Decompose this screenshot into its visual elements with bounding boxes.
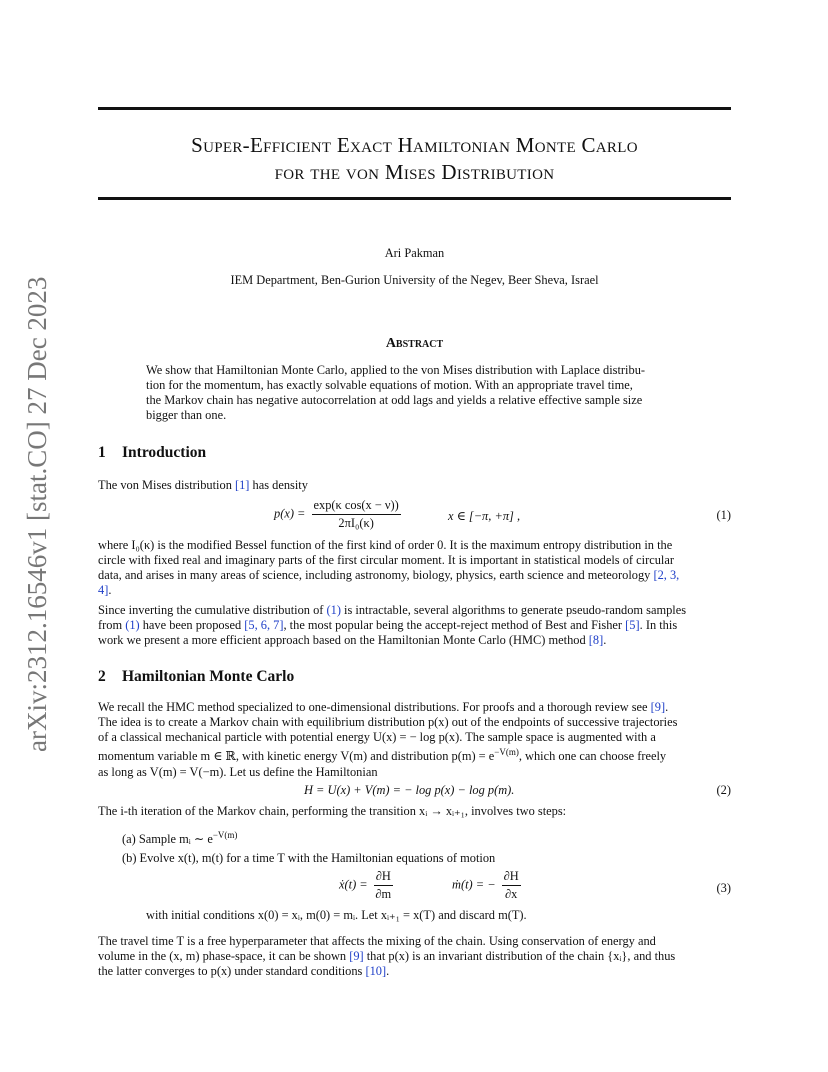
title-top-rule [98,107,731,110]
abstract-line: We show that Hamiltonian Monte Carlo, applied to the von Mises distribution with Laplace distribu- [146,363,646,377]
text-line: as long as V(m) = V(−m). Let us define the Hamiltonian [98,764,378,779]
text-line: where I₀(κ) is the modified Bessel function of the first kind of order 0. It is the maximum entropy distribution in the [98,538,673,552]
eq1-domain: x ∈ [−π, +π] , [448,509,521,523]
text-span: The von Mises distribution [98,478,235,492]
section-number: 1 [98,444,106,461]
text-span: (a) Sample mᵢ ∼ e [122,832,213,847]
equation-3-mdot [452,869,524,902]
text-span: . In this [639,618,678,633]
text-line [98,949,731,964]
text-line [98,700,731,715]
citation-link[interactable]: [1] [234,478,250,492]
section-title: Hamiltonian Monte Carlo [122,668,295,685]
text-span: , which one can choose freely [518,749,667,764]
text-span: the latter converges to p(x) under standard conditions [98,964,366,979]
eq1-lhs: p(x) = [274,506,306,521]
equation-3-number: (3) [716,881,731,895]
eq1-numerator: exp(κ cos(x − ν)) [312,498,401,515]
equation-ref-link[interactable]: (1) [125,618,140,633]
text-line [98,583,731,598]
eq3-mdot-fraction [502,869,521,902]
equation-1 [274,498,404,531]
text-line [98,964,731,979]
abstract-line: the Markov chain has negative autocorrelation at odd lags and yields a relative effective sample size [146,393,643,408]
text-line [98,633,731,648]
hmc-paragraph-1 [98,700,731,780]
author-affiliation: IEM Department, Ben-Gurion University of the Negev, Beer Sheva, Israel [230,273,599,287]
text-span: work we present a more efficient approach based on the Hamiltonian Monte Carlo (HMC) method [98,633,589,648]
citation-link[interactable]: [8] [588,633,604,648]
eq3-xdot-fraction [374,869,393,902]
title-bottom-rule [98,197,731,200]
eq3-numerator: ∂H [502,869,521,886]
intro-paragraph-2 [98,538,731,598]
text-line: The travel time T is a free hyperparameter that affects the mixing of the chain. Using conservation of energy and [98,934,656,948]
equation-2-number: (2) [716,783,731,797]
citation-link[interactable]: [10] [365,964,387,979]
text-span: is intractable, several algorithms to generate pseudo-random samples [340,603,687,617]
text-line: circle with fixed real and imaginary parts of the first circular moment. It is important in statistical models of circular [98,553,674,568]
text-line [98,603,731,618]
author-name: Ari Pakman [384,246,445,260]
abstract-line: tion for the momentum, has exactly solvable equations of motion. With an appropriate travel time, [146,378,633,393]
superscript: −V(m) [212,830,238,840]
eq3-numerator: ∂H [374,869,393,886]
abstract-line: bigger than one. [146,408,227,423]
eq3-xdot-lhs: ẋ(t) = [339,877,368,892]
arxiv-side-stamp: arXiv:2312.16546v1 [stat.CO] 27 Dec 2023 [22,276,52,752]
text-span: that p(x) is an invariant distribution of the chain {xᵢ}, and thus [363,949,676,964]
text-line: The idea is to create a Markov chain with equilibrium distribution p(x) out of the endpoints of successive trajectories [98,715,678,730]
text-span: has density [249,478,308,492]
abstract-heading: Abstract [385,336,444,351]
text-span: , the most popular being the accept-reject method of Best and Fisher [283,618,626,633]
equation-2: H = U(x) + V(m) = − log p(x) − log p(m). [304,783,515,797]
paper-title-line2: for the von Mises Distribution [274,160,555,184]
text-span: . [603,633,607,648]
section-number: 2 [98,668,106,685]
text-span: . [108,583,112,598]
text-line: of a classical mechanical particle with potential energy U(x) = − log p(x). The sample space is augmented with a [98,730,656,745]
section-2-heading [98,668,294,686]
citation-link[interactable]: [5, 6, 7] [244,618,284,633]
hmc-transition-line: The i-th iteration of the Markov chain, performing the transition xᵢ → xᵢ₊₁, involves two steps: [98,804,567,818]
eq3-denominator: ∂x [505,887,518,901]
text-span: Since inverting the cumulative distribution of [98,603,327,617]
text-span: We recall the HMC method specialized to one-dimensional distributions. For proofs and a thorough review see [98,700,651,714]
paper-title-line1: Super-Efficient Exact Hamiltonian Monte Carlo [191,133,638,157]
equation-1-number: (1) [716,508,731,522]
hmc-paragraph-2 [98,934,731,979]
citation-link[interactable]: [9] [349,949,364,964]
eq1-fraction [312,498,401,531]
citation-link[interactable]: [5] [625,618,640,633]
section-1-heading [98,444,206,462]
intro-paragraph-3 [98,603,731,648]
text-span: momentum variable m ∈ ℝ, with kinetic energy V(m) and distribution p(m) = e [98,749,495,764]
text-span: have been proposed [139,618,245,633]
text-span: . [665,700,669,714]
citation-link[interactable]: [9] [650,700,666,714]
step-a [122,830,237,847]
text-line [98,568,731,583]
equation-3-xdot [339,869,396,902]
initial-conditions: with initial conditions x(0) = xᵢ, m(0) = mᵢ. Let xᵢ₊₁ = x(T) and discard m(T). [146,908,527,922]
text-line [98,745,731,764]
section-title: Introduction [122,444,207,461]
citation-link[interactable]: 4] [98,583,109,598]
eq3-denominator: ∂m [375,887,392,901]
eq3-mdot-lhs: ṁ(t) = − [452,877,496,892]
eq1-denominator: 2πI₀(κ) [338,516,374,530]
superscript: −V(m) [494,747,519,758]
abstract-body [146,363,686,423]
step-b: (b) Evolve x(t), m(t) for a time T with the Hamiltonian equations of motion [122,851,496,865]
text-span: . [386,964,390,979]
equation-ref-link[interactable]: (1) [326,603,341,617]
text-span: volume in the (x, m) phase-space, it can be shown [98,949,350,964]
intro-paragraph-1 [98,478,731,493]
text-span: data, and arises in many areas of science, including astronomy, biology, physics, earth science and meteorology [98,568,654,583]
citation-link[interactable]: [2, 3, [653,568,680,583]
text-span: from [98,618,126,633]
text-line [98,618,731,633]
